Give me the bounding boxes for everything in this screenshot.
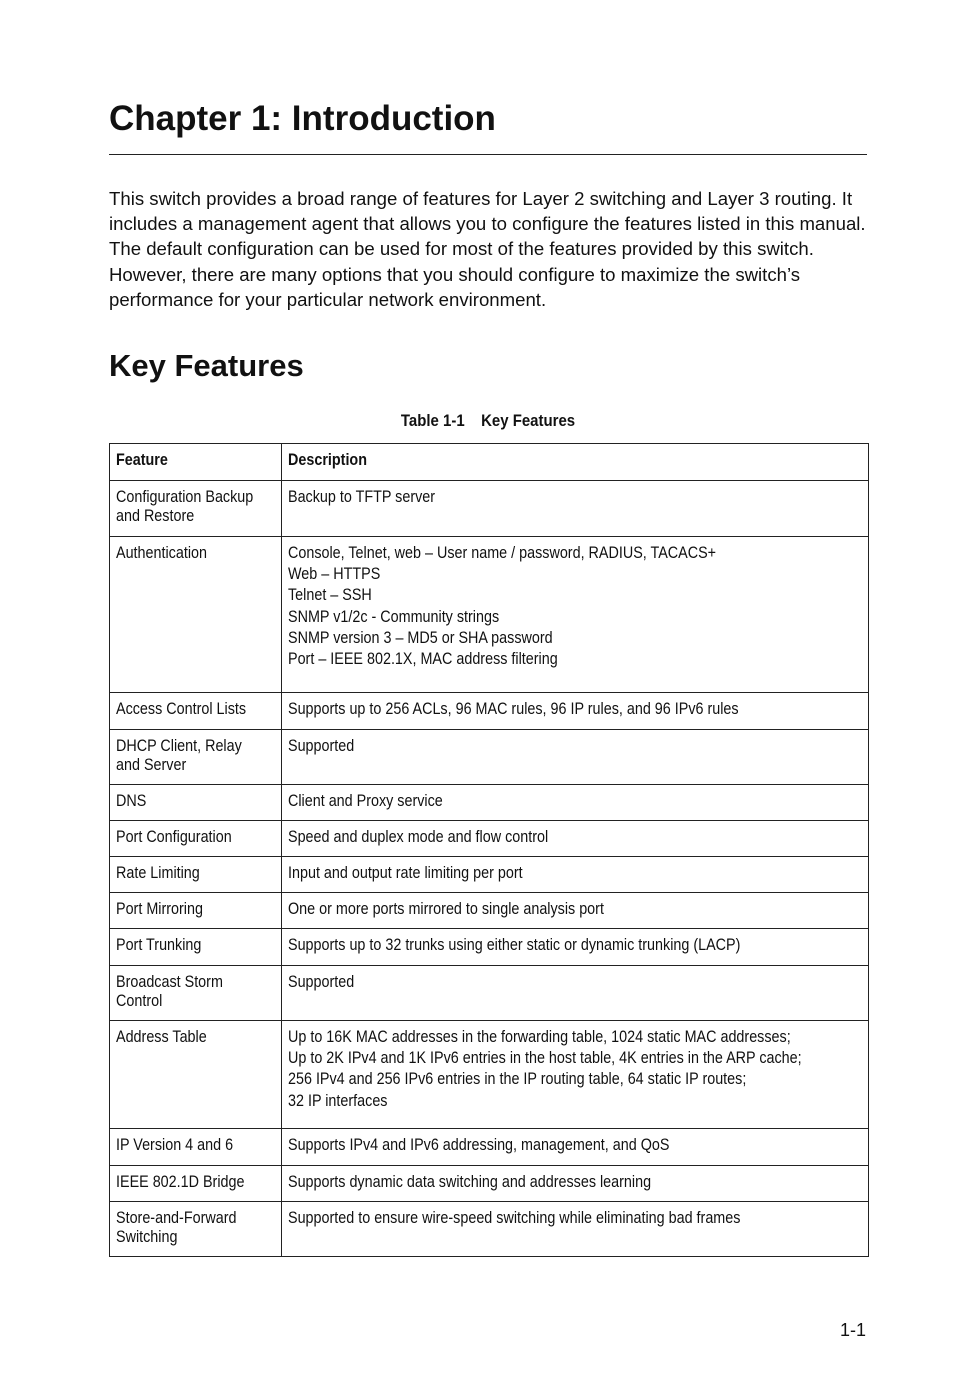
description-text: SNMP version 3 – MD5 or SHA password	[288, 628, 553, 647]
table-row	[110, 693, 869, 730]
title-divider	[109, 154, 867, 155]
description-text: Supports up to 256 ACLs, 96 MAC rules, 96 IP rules, and 96 IPv6 rules	[288, 700, 739, 718]
description-cell	[282, 785, 869, 821]
table-row	[110, 1129, 869, 1166]
table-row	[110, 1166, 869, 1202]
feature-text: Rate Limiting	[116, 864, 200, 882]
intro-paragraph: This switch provides a broad range of features for Layer 2 switching and Layer 3 routing. It includes a management agent that allows you to configure the features listed in this manual. The default configuration can be used for most of the features provided by this switch. However, there are many options that you should configure to maximize the switch’s performance for your particular network environment.	[109, 188, 866, 310]
feature-cell	[110, 857, 282, 893]
description-cell	[282, 1021, 869, 1129]
feature-text: Access Control Lists	[116, 700, 247, 718]
header-description: Description	[282, 444, 869, 481]
description-text: Supports IPv4 and IPv6 addressing, management, and QoS	[288, 1136, 670, 1154]
description-cell	[282, 857, 869, 893]
table-row	[110, 785, 869, 821]
feature-text: Address Table	[116, 1028, 207, 1046]
description-text: Backup to TFTP server	[288, 488, 436, 506]
description-text: Supports up to 32 trunks using either static or dynamic trunking (LACP)	[288, 936, 741, 954]
table-row	[110, 893, 869, 929]
table-row	[110, 929, 869, 966]
feature-text: DNS	[116, 792, 147, 810]
feature-cell	[110, 1129, 282, 1166]
table-caption	[154, 409, 821, 433]
feature-cell	[110, 966, 282, 1021]
table-row	[110, 1021, 869, 1129]
key-features-table	[109, 443, 869, 1257]
table-row	[110, 481, 869, 537]
description-cell	[282, 893, 869, 929]
feature-cell	[110, 785, 282, 821]
table-row	[110, 821, 869, 857]
feature-text: Switching	[116, 1228, 178, 1246]
feature-cell	[110, 821, 282, 857]
description-text: Client and Proxy service	[288, 792, 443, 810]
table-row	[110, 966, 869, 1021]
description-cell	[282, 537, 869, 693]
description-cell	[282, 1166, 869, 1202]
feature-text: Authentication	[116, 544, 207, 562]
description-text: Supported to ensure wire-speed switching while eliminating bad frames	[288, 1209, 741, 1227]
description-cell	[282, 730, 869, 785]
feature-text: Port Mirroring	[116, 900, 203, 918]
feature-text: Configuration Backup	[116, 488, 254, 506]
feature-text: DHCP Client, Relay	[116, 737, 242, 755]
feature-text: IEEE 802.1D Bridge	[116, 1173, 245, 1191]
header-feature: Feature	[110, 444, 282, 481]
table-row	[110, 730, 869, 785]
description-text: Console, Telnet, web – User name / password, RADIUS, TACACS+	[288, 544, 717, 562]
description-text: One or more ports mirrored to single analysis port	[288, 900, 604, 918]
feature-text: Store-and-Forward	[116, 1209, 237, 1227]
section-title: Key Features	[109, 348, 304, 383]
feature-text: and Server	[116, 756, 187, 774]
feature-text: Port Trunking	[116, 936, 202, 954]
description-text: Supports dynamic data switching and addresses learning	[288, 1173, 652, 1191]
description-text: SNMP v1/2c - Community strings	[288, 607, 500, 626]
description-text: Up to 2K IPv4 and 1K IPv6 entries in the host table, 4K entries in the ARP cache;	[288, 1049, 802, 1068]
feature-text: Control	[116, 992, 163, 1010]
description-cell	[282, 966, 869, 1021]
feature-cell	[110, 730, 282, 785]
description-text: 32 IP interfaces	[288, 1091, 388, 1110]
feature-cell	[110, 537, 282, 693]
description-text: Supported	[288, 973, 355, 991]
feature-text: Broadcast Storm	[116, 973, 223, 991]
feature-cell	[110, 1166, 282, 1202]
description-cell	[282, 481, 869, 537]
feature-cell	[110, 1202, 282, 1257]
chapter-title: Chapter 1: Introduction	[109, 99, 496, 138]
description-text: Speed and duplex mode and flow control	[288, 828, 549, 846]
description-cell	[282, 821, 869, 857]
description-cell	[282, 693, 869, 730]
description-text: Supported	[288, 737, 355, 755]
table-body	[110, 481, 869, 1257]
table-caption-title: Key Features	[481, 411, 576, 430]
table-header-row	[110, 444, 869, 481]
description-cell	[282, 1129, 869, 1166]
table-row	[110, 1202, 869, 1257]
table-row	[110, 857, 869, 893]
feature-text: Port Configuration	[116, 828, 232, 846]
table-caption-number: Table 1-1	[400, 411, 465, 430]
feature-cell	[110, 693, 282, 730]
feature-cell	[110, 893, 282, 929]
description-text: Input and output rate limiting per port	[288, 864, 523, 882]
page-number: 1-1	[839, 1320, 866, 1340]
feature-cell	[110, 1021, 282, 1129]
table-row	[110, 537, 869, 693]
feature-text: IP Version 4 and 6	[116, 1136, 234, 1154]
description-cell	[282, 1202, 869, 1257]
feature-cell	[110, 929, 282, 966]
description-text: Web – HTTPS	[288, 565, 381, 584]
description-cell	[282, 929, 869, 966]
description-text: Up to 16K MAC addresses in the forwarding table, 1024 static MAC addresses;	[288, 1028, 791, 1046]
feature-text: and Restore	[116, 507, 195, 525]
description-text: Port – IEEE 802.1X, MAC address filtering	[288, 650, 558, 669]
description-text: Telnet – SSH	[288, 586, 372, 605]
description-text: 256 IPv4 and 256 IPv6 entries in the IP routing table, 64 static IP routes;	[288, 1070, 747, 1089]
feature-cell	[110, 481, 282, 537]
